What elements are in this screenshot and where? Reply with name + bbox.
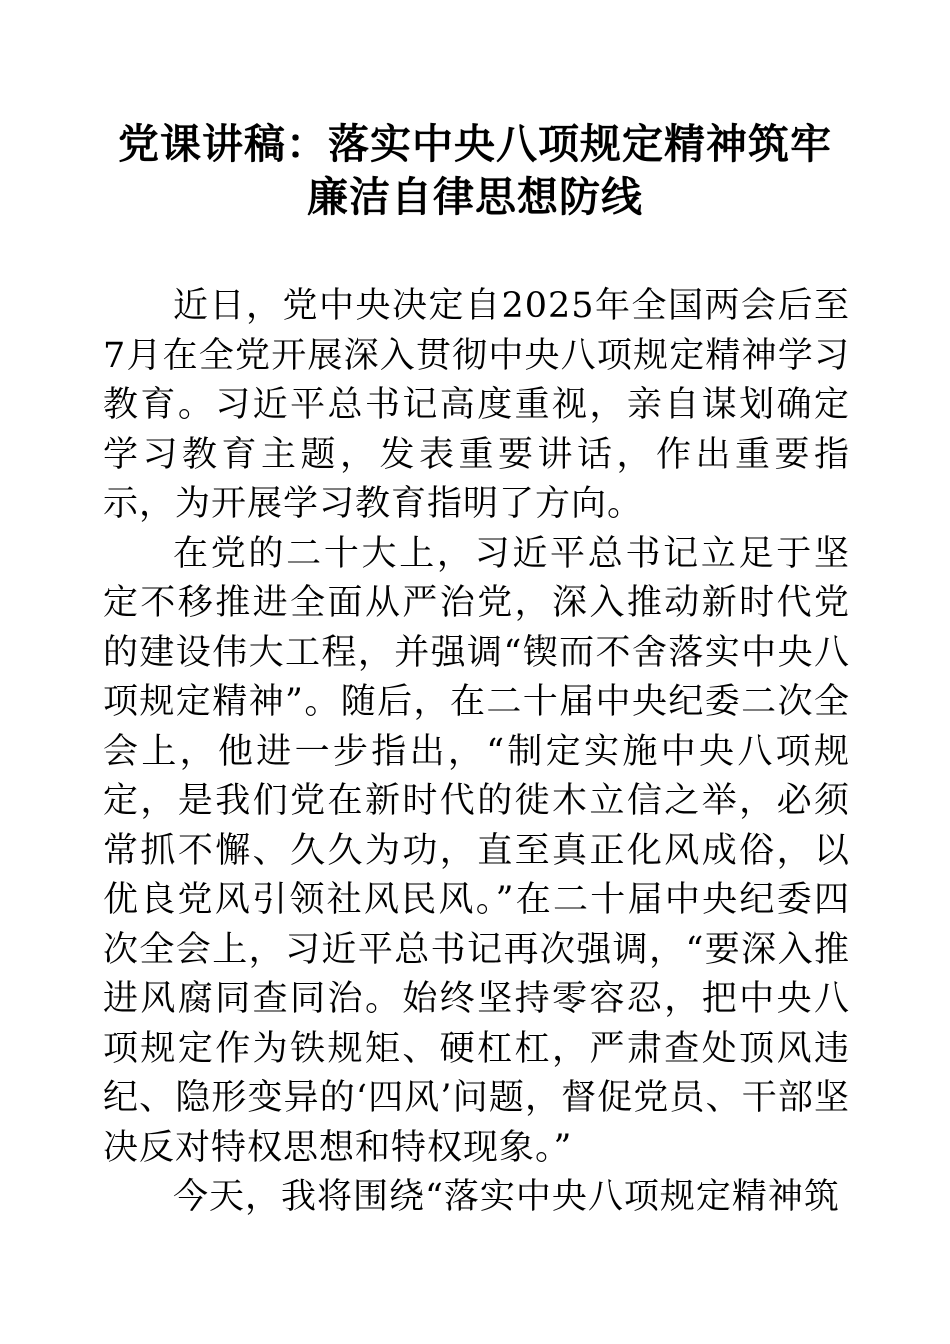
document-body [103, 282, 850, 1223]
paragraph-2: 在党的二十大上，习近平总书记立足于坚定不移推进全面从严治党，深入推动新时代党的建设伟大工程，并强调“锲而不舍落实中央八项规定精神”。随后，在二十届中央纪委二次全会上，他进一步指出，“制定实施中央八项规定，是我们党在新时代的徙木立信之举，必须常抓不懈、久久为功，直至真正化风成俗，以优良党风引领社风民风。”在二十届中央纪委四次全会上，习近平总书记再次强调，“要深入推进风腐同查同治。始终坚持零容忍，把中央八项规定作为铁规矩、硬杠杠，严肃查处顶风违纪、隐形变异的‘四风’问题，督促党员、干部坚决反对特权思想和特权现象。” [103, 533, 850, 1168]
paragraph-3: 今天，我将围绕“落实中央八项规定精神筑 [173, 1177, 840, 1217]
document-title: 党课讲稿：落实中央八项规定精神筑牢廉洁自律思想防线 [118, 120, 832, 221]
paragraph-1: 近日，党中央决定自2025年全国两会后至7月在全党开展深入贯彻中央八项规定精神学习教育。习近平总书记高度重视，亲自谋划确定学习教育主题，发表重要讲话，作出重要指示，为开展学习教育指明了方向。 [103, 286, 850, 524]
